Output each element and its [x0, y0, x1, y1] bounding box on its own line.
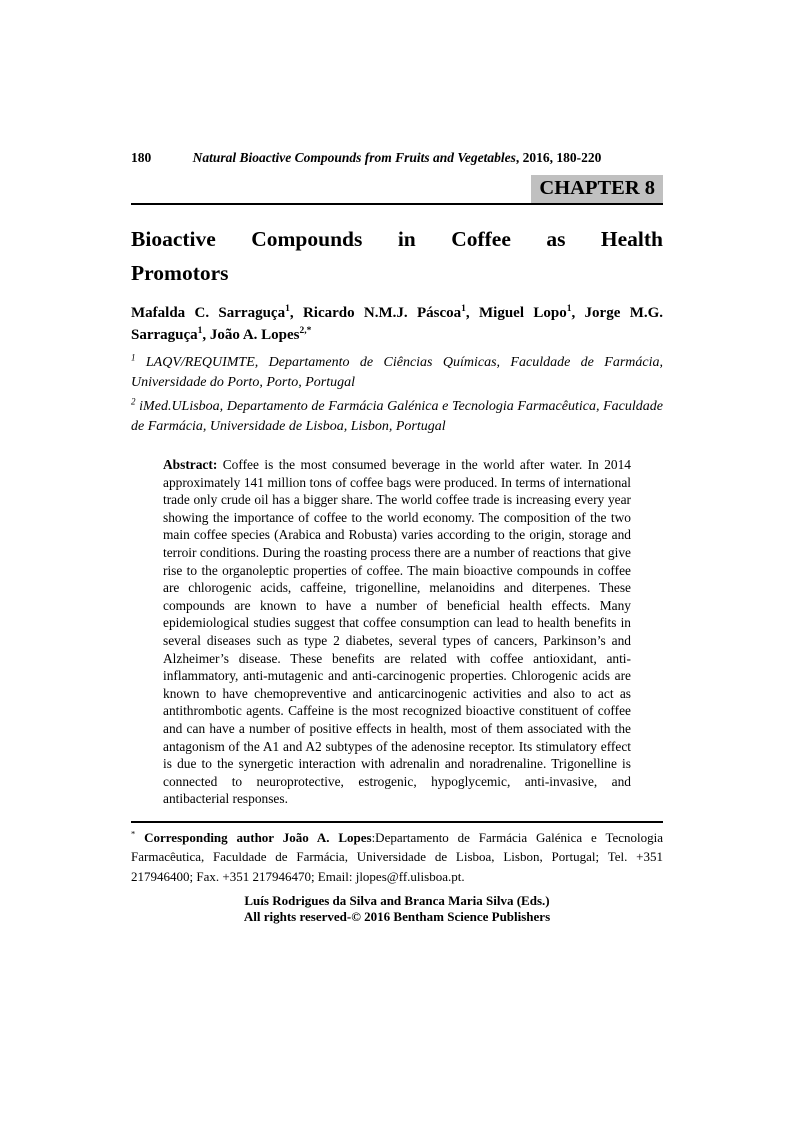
chapter-badge: CHAPTER 8	[531, 175, 663, 203]
article-title-line-2: Promotors	[131, 261, 229, 285]
footnote-marker: *	[131, 828, 136, 839]
affiliation-sup: 2	[131, 396, 136, 407]
author: João A. Lopes$^{2,*}$	[209, 326, 312, 343]
page-number: 180	[131, 150, 152, 165]
author: Jorge M.G. Sarraguça$^1$,	[131, 305, 664, 343]
article-title-line-1: Bioactive Compounds in Coffee as Health	[131, 227, 663, 251]
running-title-suffix: , 2016, 180-220	[515, 150, 602, 165]
author: Miguel Lopo$^1$,	[479, 304, 585, 321]
footnote-rule	[131, 821, 663, 823]
author: Ricardo N.M.J. Páscoa$^1$,	[302, 304, 480, 321]
running-head	[131, 150, 663, 170]
abstract-label: Abstract:	[163, 457, 218, 472]
page-content	[131, 150, 663, 925]
footnote-text: :Departamento de Farmácia Galénica e Tecnologia Farmacêutica, Faculdade de Farmácia, Universidade de Lisboa, Lisbon, Portugal; Tel. +351 217946400; Fax. +351 217946470; Email: jlopes@ff.ulisboa.pt.	[131, 829, 664, 884]
affiliation-2: $^2$ iMed.ULisboa, Departamento de Farmácia Galénica e Tecnologia Farmacêutica, Faculdade de Farmácia, Universidade de Lisboa, Lisbon, Portugal	[131, 396, 663, 434]
page-footer	[131, 893, 663, 925]
author-affiliation-sup: 1	[197, 326, 203, 336]
footer-editors-line: Luís Rodrigues da Silva and Branca Maria Silva (Eds.)	[244, 893, 550, 909]
running-title	[131, 150, 663, 166]
affiliation-1: $^1$ LAQV/REQUIMTE, Departamento de Ciências Químicas, Faculdade de Farmácia, Universidade do Porto, Porto, Portugal	[131, 352, 663, 390]
abstract	[163, 456, 631, 808]
author-affiliation-sup: 1	[566, 304, 572, 314]
header-rule	[131, 203, 663, 205]
corresponding-author-footnote	[131, 828, 663, 887]
author-affiliation-sup: 1	[285, 304, 290, 314]
abstract-text: Coffee is the most consumed beverage in the world after water. In 2014 approximately 141 million tons of coffee bags were produced. In terms of international trade only crude oil has a bigger share. The world coffee trade is increasing every year showing the importance of coffee to the world economy. The composition of the two main coffee species (Arabica and Robusta) varies according to the origin, storage and terroir conditions. During the roasting process there are a number of reactions that give rise to the organoleptic properties of coffee. The main bioactive compounds in coffee are chlorogenic acids, caffeine, trigonelline, melanoidins and diterpenes. These compounds are known to have a number of beneficial health effects. Many epidemiological studies suggest that coffee consumption can lead to health benefits in several diseases such as type 2 diabetes, several types of cancers, Parkinson’s and Alzheimer’s disease. These benefits are related with coffee antioxidant, anti-inflammatory, anti-mutagenic and anti-carcinogenic properties. Chlorogenic acids are known to have chemopreventive and anticarcinogenic activities and also to act as antithrombotic agents. Caffeine is the most recognized bioactive constituent of coffee and can have a number of positive effects in health, most of them associated with the antagonism of the A1 and A2 subtypes of the adenosine receptor. Its stimulatory effect is due to the synergetic interaction with adrenalin and noradrenaline. Trigonelline is connected to neuroprotective, estrogenic, hypoglycemic, anti-invasive, and antibacterial responses.	[163, 457, 631, 807]
author-affiliation-sup: 2,*	[299, 326, 312, 336]
article-title	[131, 222, 663, 290]
author-list	[131, 302, 663, 346]
chapter-badge-row	[131, 175, 663, 203]
author-affiliation-sup: 1	[461, 304, 466, 314]
affiliation-list	[131, 353, 663, 437]
running-title-book: Natural Bioactive Compounds from Fruits and Vegetables	[192, 150, 516, 165]
footer-rights-line: All rights reserved-© 2016 Bentham Science Publishers	[243, 909, 551, 925]
affiliation-sup: 1	[131, 352, 136, 363]
footnote-bold-label: Corresponding author João A. Lopes	[135, 829, 372, 845]
author: Mafalda C. Sarraguça$^1$,	[131, 304, 303, 321]
